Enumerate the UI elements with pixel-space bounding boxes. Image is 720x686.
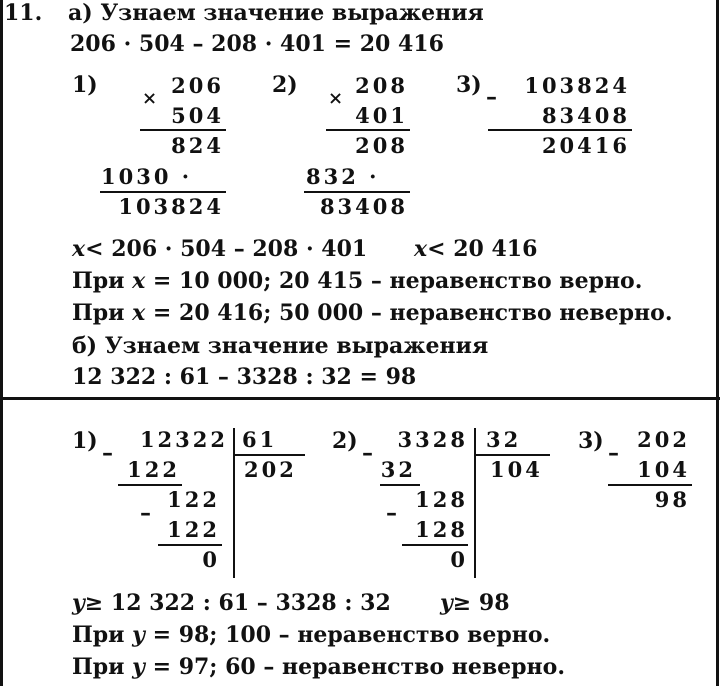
- mult1-result: 103824: [118, 194, 224, 219]
- mult1-line1: [140, 129, 226, 131]
- div2-label: 2): [332, 428, 358, 454]
- step-2-label: 2): [272, 72, 298, 98]
- div1-sub2: 122: [167, 517, 220, 542]
- div2-rem1: 128: [415, 487, 468, 512]
- expression-a: 206 · 504 – 208 · 401 = 20 416: [70, 31, 444, 57]
- div2-minus: –: [362, 440, 373, 466]
- div2-sub1: 32: [380, 457, 416, 482]
- mult-sign-2: ×: [328, 88, 344, 109]
- div1-dividend: 12322: [139, 427, 228, 452]
- mult1-line2: [100, 191, 226, 193]
- left-border-top: [0, 0, 3, 398]
- div1-divisor: 61: [242, 427, 278, 452]
- mult2-p1: 208: [355, 133, 408, 158]
- div1-line2: [158, 544, 222, 546]
- div2-line1: [380, 484, 420, 486]
- part-b-title: б) Узнаем значение выражения: [72, 333, 489, 359]
- left-border-bottom: [0, 398, 3, 686]
- mult2-line2: [304, 191, 410, 193]
- ineq-b: y≥ 12 322 : 61 – 3328 : 32: [72, 590, 391, 616]
- div2-sub2: 128: [415, 517, 468, 542]
- div1-line1: [118, 484, 182, 486]
- mult2-p2: 832 ·: [306, 164, 380, 189]
- sub-b-result: 98: [654, 487, 690, 512]
- ineq-b-result: y≥ 98: [440, 590, 510, 616]
- div2-line2: [402, 544, 468, 546]
- mult1-b: 504: [171, 103, 224, 128]
- mult1-a: 206: [171, 73, 224, 98]
- mult1-p2: 1030 ·: [101, 164, 193, 189]
- ineq-a-check1: При x = 10 000; 20 415 – неравенство верно.: [72, 268, 643, 294]
- div2-quotient: 104: [490, 457, 543, 482]
- ineq-a: x< 206 · 504 – 208 · 401: [72, 236, 368, 262]
- minus-sign-3: –: [486, 84, 497, 110]
- div1-hline: [233, 454, 305, 456]
- div1-quotient: 202: [244, 457, 297, 482]
- sub-b-line: [608, 484, 692, 486]
- mult1-p1: 824: [171, 133, 224, 158]
- step-3-label: 3): [456, 72, 482, 98]
- div1-minus: –: [102, 440, 113, 466]
- div2-dividend: 3328: [397, 427, 468, 452]
- mult-sign-1: ×: [142, 88, 158, 109]
- mult2-line1: [326, 129, 410, 131]
- part-a-title: а) Узнаем значение выражения: [68, 0, 484, 26]
- sub3-b: 83408: [541, 103, 630, 128]
- ineq-a-check2: При x = 20 416; 50 000 – неравенство неверно.: [72, 300, 673, 326]
- div2-vline: [474, 428, 476, 578]
- sub3-line: [488, 129, 632, 131]
- div2-minus2: –: [386, 500, 397, 526]
- mult2-a: 208: [355, 73, 408, 98]
- sub-b-label: 3): [578, 428, 604, 454]
- section-divider: [0, 397, 720, 400]
- sub-b-minus: –: [608, 440, 619, 466]
- div1-label: 1): [72, 428, 98, 454]
- step-1-label: 1): [72, 72, 98, 98]
- div2-hline: [474, 454, 550, 456]
- div2-divisor: 32: [486, 427, 522, 452]
- expression-b: 12 322 : 61 – 3328 : 32 = 98: [72, 364, 417, 390]
- div1-remainder: 0: [202, 547, 220, 572]
- div2-remainder: 0: [450, 547, 468, 572]
- sub3-result: 20416: [541, 133, 630, 158]
- right-border-bottom: [716, 398, 719, 686]
- sub-b-a: 202: [637, 427, 690, 452]
- sub-b-b: 104: [637, 457, 690, 482]
- div1-minus2: –: [140, 500, 151, 526]
- div1-vline: [233, 428, 235, 578]
- mult2-result: 83408: [319, 194, 408, 219]
- problem-number: 11.: [4, 0, 43, 26]
- div1-sub1: 122: [127, 457, 180, 482]
- sub3-a: 103824: [524, 73, 630, 98]
- ineq-b-check2: При y = 97; 60 – неравенство неверно.: [72, 654, 565, 680]
- ineq-b-check1: При y = 98; 100 – неравенство верно.: [72, 622, 551, 648]
- mult2-b: 401: [355, 103, 408, 128]
- ineq-a-result: x< 20 416: [414, 236, 538, 262]
- right-border-top: [716, 0, 719, 398]
- div1-rem1: 122: [167, 487, 220, 512]
